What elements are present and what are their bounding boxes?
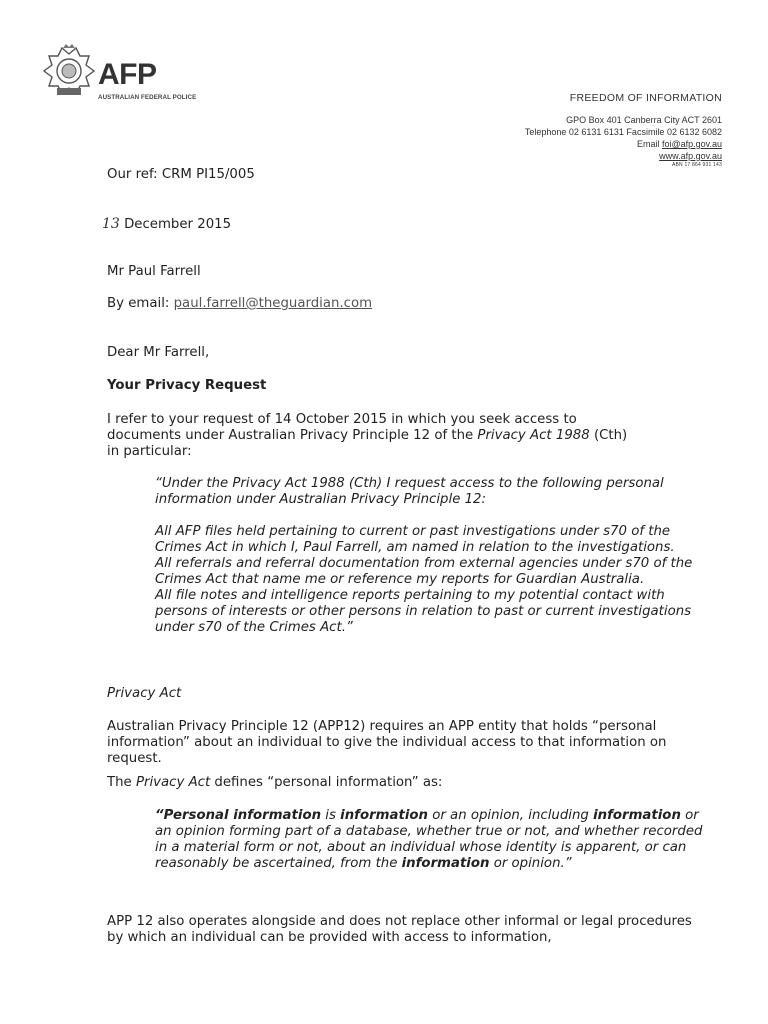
email-label: Email: [636, 139, 660, 149]
def-part: is: [321, 808, 341, 823]
logo-subtitle: AUSTRALIAN FEDERAL POLICE: [98, 94, 197, 101]
app12-paragraph: Australian Privacy Principle 12 (APP12) requires an APP entity that holds “personal information” about an individual to give the individual access to that information on request.: [107, 719, 667, 766]
def-info-2: information: [593, 808, 681, 823]
def-part: or an opinion forming part of a database, whether true or not, and whether recorded in a material form or not, about an individual whose identity is apparent, or can reasonably be ascertained, from the: [155, 808, 703, 871]
salutation: Dear Mr Farrell,: [107, 345, 210, 360]
defines-text-a: The: [107, 775, 136, 790]
intro-line-2: [107, 428, 627, 444]
afp-crest-icon: [42, 44, 96, 106]
contact-block: [525, 92, 722, 169]
afp-logo: [42, 44, 202, 110]
website-link[interactable]: www.afp.gov.au: [659, 151, 722, 161]
abn: ABN 17 864 931 143: [671, 162, 722, 168]
date: December 2015: [124, 217, 232, 232]
by-email-label: By email:: [107, 296, 170, 311]
quote-paragraph-3: All referrals and referral documentation from external agencies under s70 of the Crimes Act that name me or reference my reports for Guardian Australia.: [155, 556, 693, 587]
department-title: FREEDOM OF INFORMATION: [569, 92, 722, 104]
definition-quote: [155, 808, 715, 872]
subject-heading: Your Privacy Request: [107, 378, 267, 393]
defines-text-c: defines “personal information” as:: [210, 775, 443, 790]
request-quote: [155, 476, 715, 636]
email-line: [525, 138, 722, 150]
intro-line-1: I refer to your request of 14 October 2015 in which you seek access to: [107, 412, 577, 427]
quote-paragraph-4: All file notes and intelligence reports pertaining to my potential contact with persons of interests or other persons in relation to past or current investigations under s70 of the Crimes Act.”: [155, 588, 692, 635]
def-part: or an opinion, including: [428, 808, 594, 823]
our-ref: Our ref: CRM PI15/005: [107, 167, 255, 182]
def-info-1: information: [340, 808, 428, 823]
date-handwritten: 13: [102, 216, 120, 232]
address: GPO Box 401 Canberra City ACT 2601: [566, 115, 722, 125]
def-part: or opinion.”: [489, 856, 572, 871]
intro-text: documents under Australian Privacy Principle 12 of the: [107, 428, 478, 443]
def-term: “Personal information: [155, 808, 322, 823]
act-name: Privacy Act 1988: [477, 428, 590, 443]
recipient-name: Mr Paul Farrell: [107, 264, 201, 279]
intro-line-3: in particular:: [107, 444, 192, 459]
phone-line: Telephone 02 6131 6131 Facsimile 02 6132 6082: [524, 127, 722, 137]
quote-paragraph-2: All AFP files held pertaining to current or past investigations under s70 of the Crimes Act in which I, Paul Farrell, am named in relation to the investigations.: [155, 524, 675, 555]
recipient-email-link[interactable]: paul.farrell@theguardian.com: [173, 296, 373, 311]
definition-text: [155, 808, 715, 872]
website-line: [525, 150, 722, 162]
foi-email-link[interactable]: foi@afp.gov.au: [661, 139, 722, 149]
logo-text: AFP: [98, 58, 157, 91]
closing-paragraph: APP 12 also operates alongside and does not replace other informal or legal procedures by which an individual can be provided with access to information,: [107, 914, 692, 945]
date-line: [102, 216, 231, 233]
intro-cth: (Cth): [589, 428, 628, 443]
quote-paragraph-1: “Under the Privacy Act 1988 (Cth) I request access to the following personal information under Australian Privacy Principle 12:: [155, 476, 664, 507]
def-info-3: information: [401, 856, 490, 871]
section-heading: Privacy Act: [107, 686, 182, 701]
definition-intro: [107, 775, 442, 791]
defines-act: Privacy Act: [135, 775, 211, 790]
recipient-email-line: [107, 296, 372, 312]
